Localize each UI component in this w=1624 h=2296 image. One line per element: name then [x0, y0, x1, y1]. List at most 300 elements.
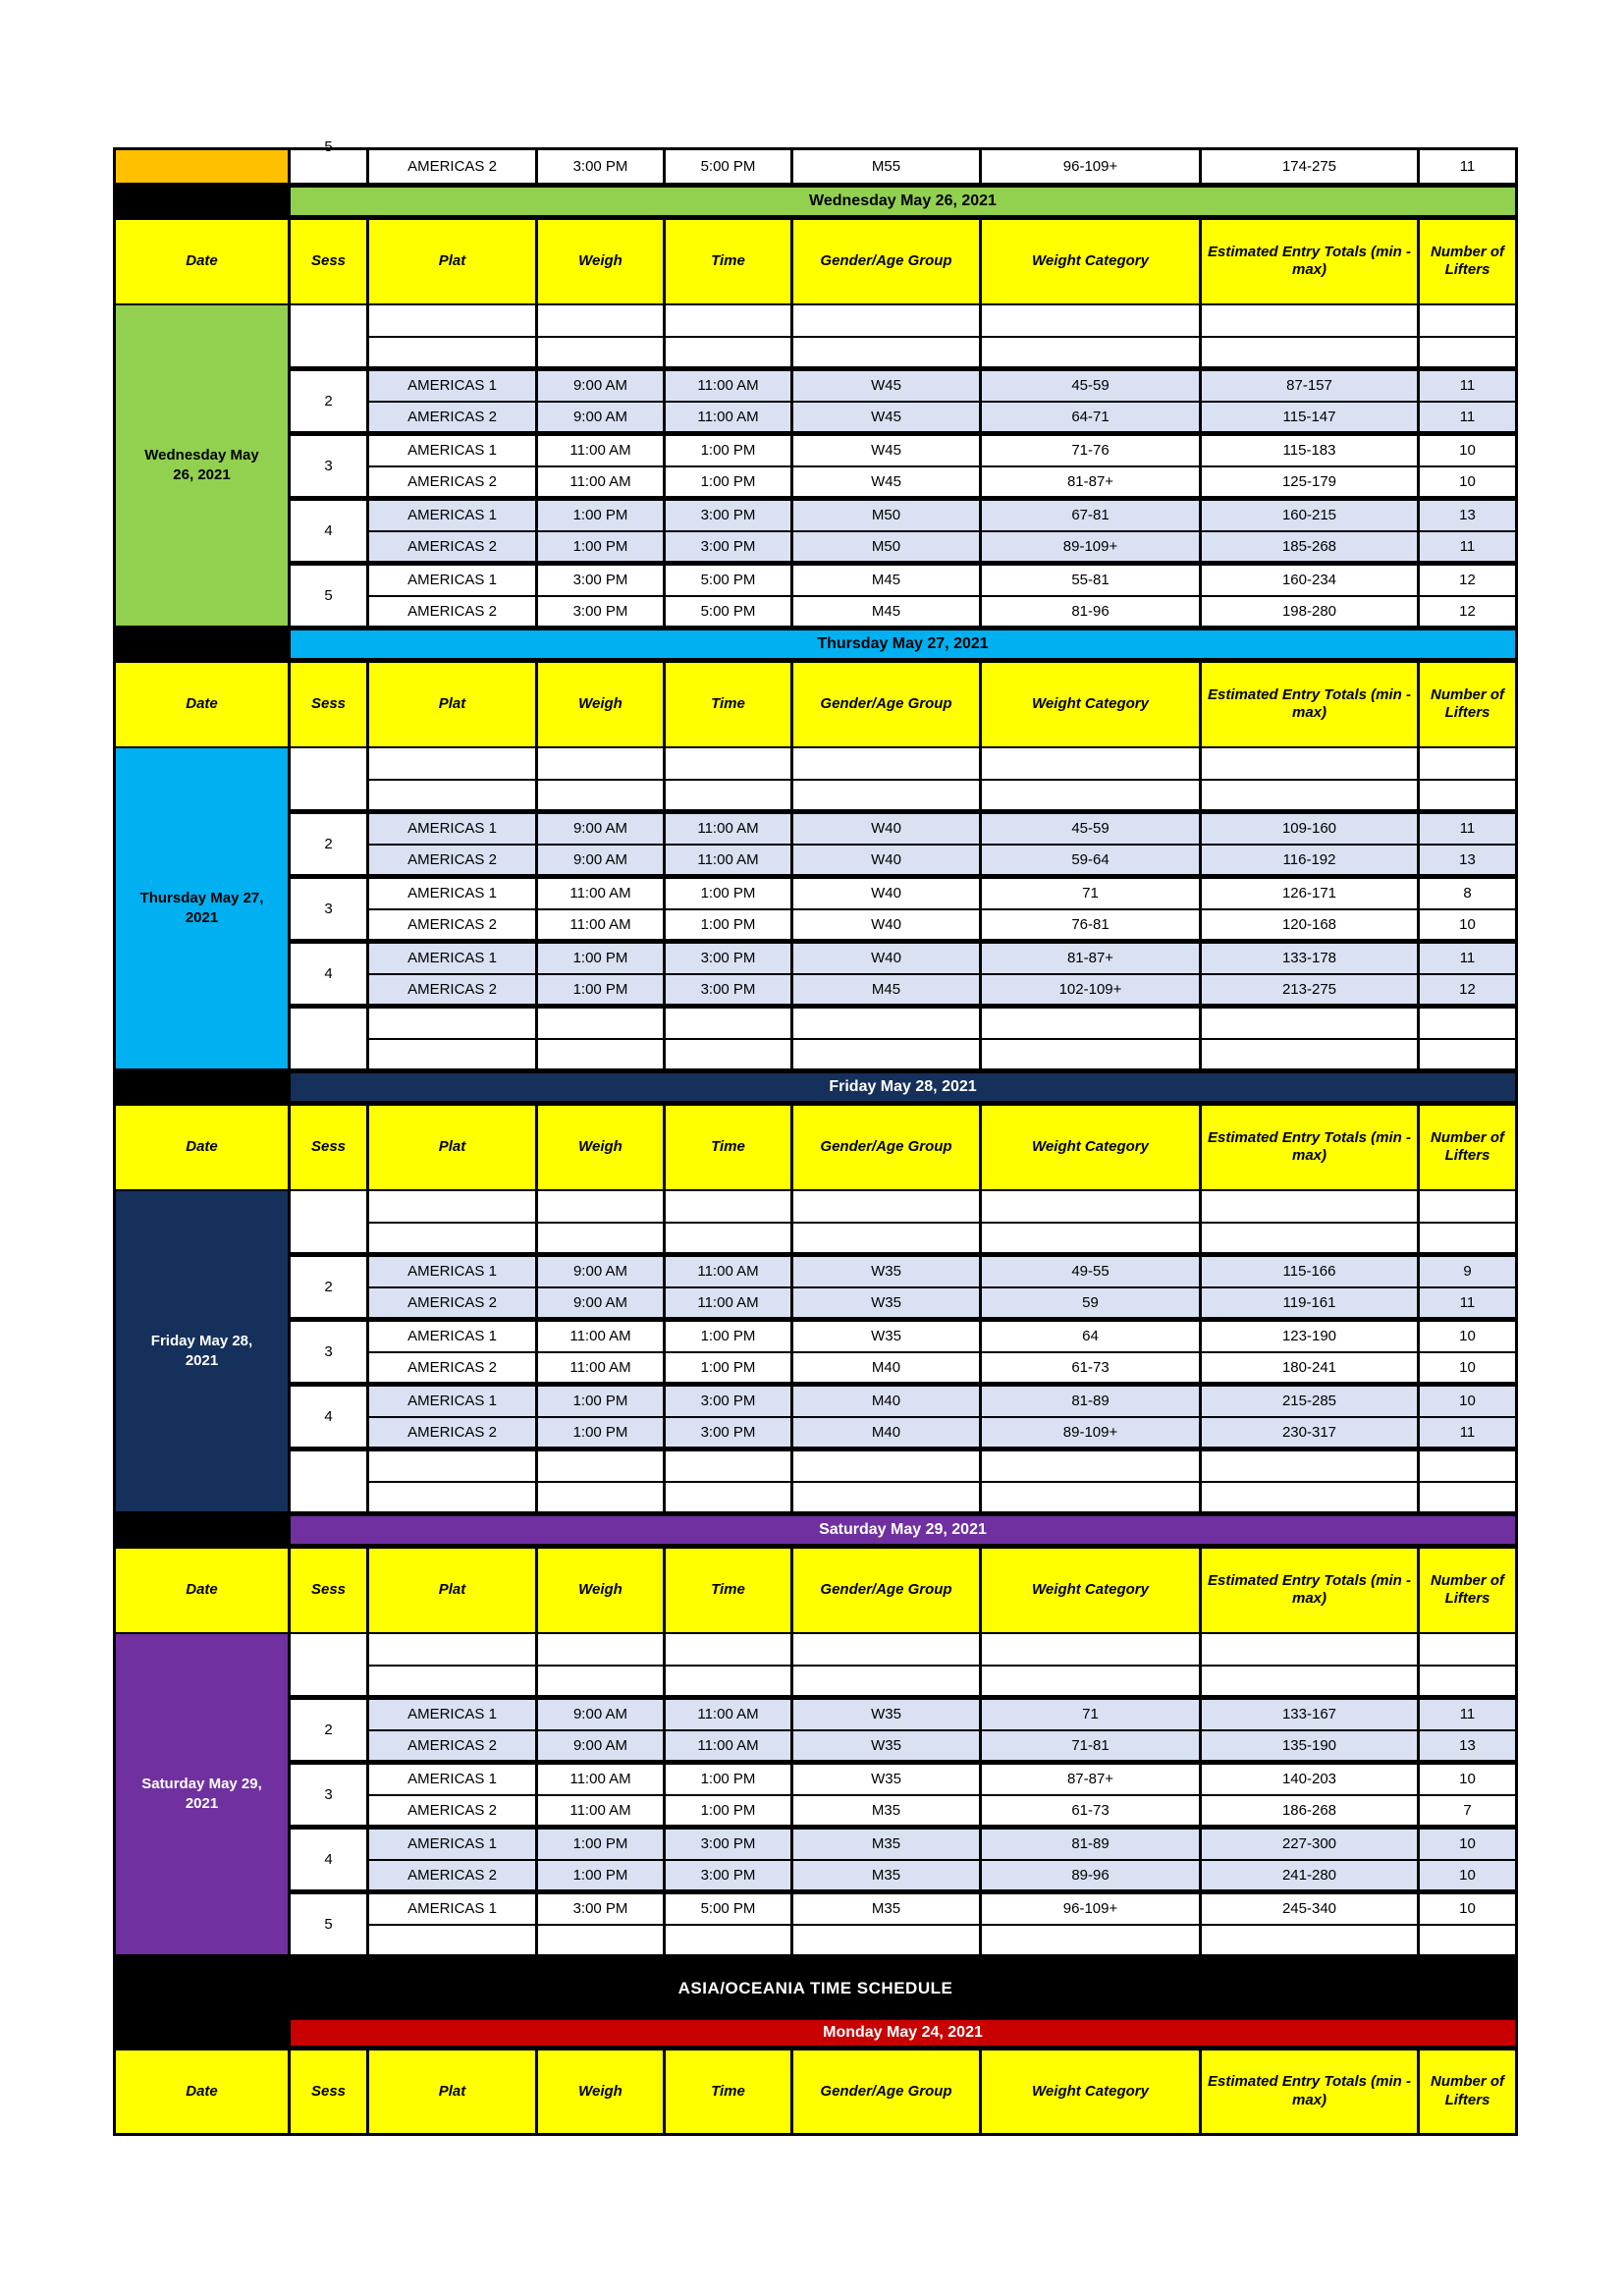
empty-cell: [537, 747, 665, 780]
empty-cell: [537, 1039, 665, 1071]
plat-cell: AMERICAS 2: [368, 974, 537, 1007]
empty-cell: [1419, 1449, 1517, 1482]
weight-category-cell: 81-96: [981, 596, 1201, 629]
weigh-cell: 1:00 PM: [537, 1860, 665, 1892]
weigh-cell: 11:00 AM: [537, 909, 665, 942]
empty-cell: [792, 1039, 981, 1071]
plat-cell: AMERICAS 2: [368, 531, 537, 564]
empty-cell: [792, 1482, 981, 1514]
empty-cell: [665, 1449, 792, 1482]
weight-category-cell: 81-89: [981, 1828, 1201, 1860]
column-header-4: Time: [665, 2049, 792, 2135]
column-header-5: Gender/Age Group: [792, 2049, 981, 2135]
table-row: [115, 1698, 1517, 1730]
column-header-8: Number of Lifters: [1419, 1104, 1517, 1190]
column-header-3: Weigh: [537, 661, 665, 747]
empty-cell: [368, 1190, 537, 1223]
date-cell: Saturday May 29, 2021: [115, 1633, 290, 1957]
empty-cell: [792, 1449, 981, 1482]
empty-cell: [1419, 1925, 1517, 1957]
column-header-4: Time: [665, 661, 792, 747]
weigh-cell: 11:00 AM: [537, 1352, 665, 1385]
sess-cell-partial: [290, 138, 368, 186]
column-header-0: Date: [115, 661, 290, 747]
empty-cell: [981, 1666, 1201, 1698]
empty-cell: [1419, 780, 1517, 812]
plat-cell: AMERICAS 1: [368, 499, 537, 531]
date-column-black-block: [115, 1071, 290, 1104]
time-cell: 3:00 PM: [665, 1385, 792, 1417]
empty-cell: [368, 1633, 537, 1666]
time-cell: 3:00 PM: [665, 499, 792, 531]
gender-age-cell: W40: [792, 845, 981, 877]
weight-category-cell: 102-109+: [981, 974, 1201, 1007]
empty-cell: [1419, 337, 1517, 369]
plat-cell: AMERICAS 1: [368, 1892, 537, 1925]
weigh-cell: 11:00 AM: [537, 466, 665, 499]
entry-totals-cell: 227-300: [1201, 1828, 1419, 1860]
empty-cell: [981, 337, 1201, 369]
empty-cell: [1419, 1223, 1517, 1255]
empty-cell: [792, 1223, 981, 1255]
empty-cell: [792, 1007, 981, 1039]
table-row: [115, 1449, 1517, 1482]
weight-category-cell: 81-87+: [981, 466, 1201, 499]
sess-cell: 4: [290, 1828, 368, 1892]
lifters-count-cell: 12: [1419, 596, 1517, 629]
empty-cell: [1419, 304, 1517, 337]
empty-cell: [1201, 1449, 1419, 1482]
lifters-count-cell: 10: [1419, 1860, 1517, 1892]
column-header-5: Gender/Age Group: [792, 1547, 981, 1633]
sess-cell-empty: [290, 1007, 368, 1071]
date-column-black-block: [115, 1514, 290, 1547]
empty-cell: [792, 1925, 981, 1957]
entry-totals-cell: 160-215: [1201, 499, 1419, 531]
weight-category-cell: 87-87+: [981, 1763, 1201, 1795]
date-cell: Thursday May 27, 2021: [115, 747, 290, 1071]
gender-age-cell: W45: [792, 434, 981, 466]
empty-cell: [537, 1482, 665, 1514]
entry-totals-cell: 215-285: [1201, 1385, 1419, 1417]
entry-totals-cell: 120-168: [1201, 909, 1419, 942]
column-header-8: Number of Lifters: [1419, 2049, 1517, 2135]
column-header-2: Plat: [368, 1104, 537, 1190]
gender-age-cell: W45: [792, 466, 981, 499]
weigh-cell: 1:00 PM: [537, 974, 665, 1007]
lifters-count-cell: 11: [1419, 942, 1517, 974]
weight-category-cell: 71: [981, 1698, 1201, 1730]
column-header-3: Weigh: [537, 2049, 665, 2135]
empty-cell: [1419, 1666, 1517, 1698]
empty-cell: [792, 1190, 981, 1223]
empty-cell: [537, 1633, 665, 1666]
empty-cell: [1201, 1482, 1419, 1514]
plat-cell: AMERICAS 2: [368, 1287, 537, 1320]
empty-cell: [665, 780, 792, 812]
weigh-cell: 9:00 AM: [537, 369, 665, 402]
plat-cell: AMERICAS 2: [368, 466, 537, 499]
gender-age-cell: M35: [792, 1828, 981, 1860]
entry-totals-cell: 185-268: [1201, 531, 1419, 564]
weight-category-cell: 81-89: [981, 1385, 1201, 1417]
table-row: [115, 1190, 1517, 1223]
plat-cell: AMERICAS 2: [368, 909, 537, 942]
time-cell: 5:00 PM: [665, 1892, 792, 1925]
entry-totals-cell: 198-280: [1201, 596, 1419, 629]
weight-category-cell: 61-73: [981, 1352, 1201, 1385]
time-cell: 11:00 AM: [665, 845, 792, 877]
empty-cell: [1201, 337, 1419, 369]
column-header-7: Estimated Entry Totals (min - max): [1201, 1547, 1419, 1633]
weight-category-cell: 61-73: [981, 1795, 1201, 1828]
weigh-cell: 1:00 PM: [537, 499, 665, 531]
time-cell: 1:00 PM: [665, 1795, 792, 1828]
plat-cell: AMERICAS 1: [368, 1320, 537, 1352]
column-header-3: Weigh: [537, 1104, 665, 1190]
time-cell: 3:00 PM: [665, 1828, 792, 1860]
time-cell: 1:00 PM: [665, 434, 792, 466]
sess-cell-empty: [290, 747, 368, 812]
schedule-table: [113, 138, 1518, 2136]
table-row: [115, 812, 1517, 845]
lifters-count-cell: 12: [1419, 564, 1517, 596]
plat-cell: AMERICAS 2: [368, 149, 537, 186]
plat-cell: AMERICAS 2: [368, 402, 537, 434]
weigh-cell: 1:00 PM: [537, 1828, 665, 1860]
time-cell: 1:00 PM: [665, 1763, 792, 1795]
sess-cell: 2: [290, 1698, 368, 1763]
column-header-4: Time: [665, 1547, 792, 1633]
sess-cell: 5: [290, 1892, 368, 1957]
time-cell: 11:00 AM: [665, 812, 792, 845]
empty-cell: [1201, 1223, 1419, 1255]
empty-cell: [537, 304, 665, 337]
weigh-cell: 11:00 AM: [537, 1763, 665, 1795]
entry-totals-cell: 186-268: [1201, 1795, 1419, 1828]
empty-cell: [537, 1007, 665, 1039]
lifters-count-cell: 8: [1419, 877, 1517, 909]
entry-totals-cell: 125-179: [1201, 466, 1419, 499]
entry-totals-cell: 87-157: [1201, 369, 1419, 402]
sess-cell-empty: [290, 1449, 368, 1514]
sess-cell: 5: [290, 564, 368, 629]
gender-age-cell: M40: [792, 1352, 981, 1385]
entry-totals-cell: 133-167: [1201, 1698, 1419, 1730]
weight-category-cell: 49-55: [981, 1255, 1201, 1287]
time-cell: 5:00 PM: [665, 596, 792, 629]
empty-cell: [1419, 1482, 1517, 1514]
column-header-3: Weigh: [537, 1547, 665, 1633]
empty-cell: [1201, 1633, 1419, 1666]
weigh-cell: 3:00 PM: [537, 596, 665, 629]
lifters-count-cell: 10: [1419, 1892, 1517, 1925]
asia-oceania-title-row: [115, 1957, 1517, 2019]
gender-age-cell: M35: [792, 1892, 981, 1925]
entry-totals-cell: 213-275: [1201, 974, 1419, 1007]
empty-cell: [537, 1666, 665, 1698]
empty-cell: [1201, 304, 1419, 337]
weigh-cell: 9:00 AM: [537, 1287, 665, 1320]
column-header-row: [115, 218, 1517, 304]
weigh-cell: 1:00 PM: [537, 942, 665, 974]
empty-cell: [537, 1190, 665, 1223]
empty-cell: [1419, 1633, 1517, 1666]
entry-totals-cell: 230-317: [1201, 1417, 1419, 1449]
weigh-cell: 9:00 AM: [537, 1730, 665, 1763]
weight-category-cell: 67-81: [981, 499, 1201, 531]
column-header-0: Date: [115, 2049, 290, 2135]
column-header-4: Time: [665, 218, 792, 304]
date-cell: Friday May 28, 2021: [115, 1190, 290, 1514]
weigh-cell: 11:00 AM: [537, 434, 665, 466]
column-header-8: Number of Lifters: [1419, 661, 1517, 747]
plat-cell: AMERICAS 1: [368, 812, 537, 845]
gender-age-cell: M50: [792, 531, 981, 564]
lifters-count-cell: 10: [1419, 1763, 1517, 1795]
empty-cell: [368, 1039, 537, 1071]
empty-cell: [665, 1190, 792, 1223]
weigh-cell: 9:00 AM: [537, 402, 665, 434]
column-header-4: Time: [665, 1104, 792, 1190]
entry-totals-cell: 126-171: [1201, 877, 1419, 909]
gender-age-cell: W35: [792, 1730, 981, 1763]
empty-cell: [1419, 1039, 1517, 1071]
empty-cell: [981, 1449, 1201, 1482]
weight-category-cell: 89-96: [981, 1860, 1201, 1892]
lifters-count-cell: 11: [1419, 531, 1517, 564]
entry-totals-cell: 133-178: [1201, 942, 1419, 974]
time-cell: 3:00 PM: [665, 942, 792, 974]
date-cell-partial: [115, 149, 290, 186]
gender-age-cell: M50: [792, 499, 981, 531]
weigh-cell: 1:00 PM: [537, 1385, 665, 1417]
empty-cell: [1419, 1007, 1517, 1039]
empty-cell: [368, 1482, 537, 1514]
column-header-8: Number of Lifters: [1419, 218, 1517, 304]
weight-category-cell: 71-81: [981, 1730, 1201, 1763]
gender-age-cell: M40: [792, 1385, 981, 1417]
gender-age-cell: W45: [792, 402, 981, 434]
entry-totals-cell: 140-203: [1201, 1763, 1419, 1795]
entry-totals-cell: 116-192: [1201, 845, 1419, 877]
gender-age-cell: W35: [792, 1320, 981, 1352]
sess-cell: 3: [290, 434, 368, 499]
plat-cell: AMERICAS 1: [368, 1763, 537, 1795]
lifters-count-cell: 11: [1419, 369, 1517, 402]
gender-age-cell: W35: [792, 1255, 981, 1287]
weigh-cell: 11:00 AM: [537, 1320, 665, 1352]
plat-cell: AMERICAS 2: [368, 1352, 537, 1385]
weight-category-cell: 59-64: [981, 845, 1201, 877]
empty-cell: [981, 780, 1201, 812]
column-header-3: Weigh: [537, 218, 665, 304]
gender-age-cell: W35: [792, 1763, 981, 1795]
gender-age-cell: W35: [792, 1698, 981, 1730]
lifters-count-cell: 10: [1419, 1352, 1517, 1385]
empty-cell: [981, 1925, 1201, 1957]
lifters-count-cell: 10: [1419, 466, 1517, 499]
gender-age-cell: W40: [792, 942, 981, 974]
empty-cell: [792, 337, 981, 369]
time-cell: 11:00 AM: [665, 1730, 792, 1763]
empty-cell: [1201, 1666, 1419, 1698]
table-row: [115, 1255, 1517, 1287]
entry-totals-cell: 109-160: [1201, 812, 1419, 845]
lifters-count-cell: 11: [1419, 1287, 1517, 1320]
column-header-1: Sess: [290, 1547, 368, 1633]
weigh-cell: 9:00 AM: [537, 1255, 665, 1287]
time-cell: 3:00 PM: [665, 1860, 792, 1892]
weigh-cell: 9:00 AM: [537, 812, 665, 845]
sess-cell: 2: [290, 369, 368, 434]
lifters-count-cell: 11: [1419, 1417, 1517, 1449]
monday-banner: Monday May 24, 2021: [290, 2019, 1517, 2049]
column-header-5: Gender/Age Group: [792, 218, 981, 304]
schedule-sheet: [113, 138, 1518, 2136]
empty-cell: [368, 337, 537, 369]
weigh-cell: 1:00 PM: [537, 531, 665, 564]
time-cell: 5:00 PM: [665, 564, 792, 596]
empty-cell: [981, 1633, 1201, 1666]
sess-cell: 4: [290, 499, 368, 564]
table-row: [115, 877, 1517, 909]
weight-category-cell: 64: [981, 1320, 1201, 1352]
table-row: [115, 1828, 1517, 1860]
empty-cell: [368, 1449, 537, 1482]
column-header-6: Weight Category: [981, 2049, 1201, 2135]
gender-age-cell: M45: [792, 974, 981, 1007]
weight-category-cell: 59: [981, 1287, 1201, 1320]
empty-cell: [1419, 747, 1517, 780]
column-header-row: [115, 1104, 1517, 1190]
plat-cell: AMERICAS 1: [368, 1385, 537, 1417]
table-row: [115, 1320, 1517, 1352]
entry-totals-cell: 160-234: [1201, 564, 1419, 596]
date-column-black-block: [115, 2019, 290, 2049]
lifters-count-cell: 11: [1419, 149, 1517, 186]
entry-totals-cell: 119-161: [1201, 1287, 1419, 1320]
plat-cell: AMERICAS 1: [368, 434, 537, 466]
entry-totals-cell: 115-147: [1201, 402, 1419, 434]
time-cell: 11:00 AM: [665, 402, 792, 434]
day-banner: Saturday May 29, 2021: [290, 1514, 1517, 1547]
weight-category-cell: 89-109+: [981, 531, 1201, 564]
gender-age-cell: M35: [792, 1860, 981, 1892]
lifters-count-cell: 10: [1419, 1828, 1517, 1860]
column-header-7: Estimated Entry Totals (min - max): [1201, 218, 1419, 304]
weight-category-cell: 45-59: [981, 812, 1201, 845]
plat-cell: AMERICAS 1: [368, 1698, 537, 1730]
plat-cell: AMERICAS 2: [368, 1417, 537, 1449]
asia-oceania-title: ASIA/OCEANIA TIME SCHEDULE: [115, 1957, 1517, 2019]
weight-category-cell: 71-76: [981, 434, 1201, 466]
time-cell: 11:00 AM: [665, 1698, 792, 1730]
date-cell: Wednesday May 26, 2021: [115, 304, 290, 629]
column-header-7: Estimated Entry Totals (min - max): [1201, 2049, 1419, 2135]
column-header-6: Weight Category: [981, 1547, 1201, 1633]
table-row: [115, 304, 1517, 337]
column-header-2: Plat: [368, 1547, 537, 1633]
column-header-2: Plat: [368, 2049, 537, 2135]
time-cell: 3:00 PM: [665, 1417, 792, 1449]
column-header-0: Date: [115, 218, 290, 304]
column-header-6: Weight Category: [981, 661, 1201, 747]
empty-cell: [1201, 1039, 1419, 1071]
weight-category-cell: 89-109+: [981, 1417, 1201, 1449]
weigh-cell: 3:00 PM: [537, 149, 665, 186]
empty-cell: [537, 337, 665, 369]
sess-cell: 3: [290, 1320, 368, 1385]
empty-cell: [665, 1007, 792, 1039]
lifters-count-cell: 13: [1419, 1730, 1517, 1763]
gender-age-cell: W40: [792, 877, 981, 909]
empty-cell: [368, 304, 537, 337]
date-column-black-block: [115, 186, 290, 218]
column-header-5: Gender/Age Group: [792, 1104, 981, 1190]
column-header-2: Plat: [368, 218, 537, 304]
plat-cell: AMERICAS 1: [368, 942, 537, 974]
plat-cell: AMERICAS 1: [368, 1828, 537, 1860]
column-header-8: Number of Lifters: [1419, 1547, 1517, 1633]
column-header-6: Weight Category: [981, 218, 1201, 304]
column-header-1: Sess: [290, 661, 368, 747]
plat-cell: AMERICAS 2: [368, 596, 537, 629]
entry-totals-cell: 115-183: [1201, 434, 1419, 466]
gender-age-cell: M45: [792, 564, 981, 596]
empty-cell: [792, 747, 981, 780]
plat-cell: AMERICAS 2: [368, 845, 537, 877]
column-header-6: Weight Category: [981, 1104, 1201, 1190]
time-cell: 11:00 AM: [665, 1287, 792, 1320]
empty-cell: [792, 1633, 981, 1666]
empty-cell: [1201, 780, 1419, 812]
weigh-cell: 11:00 AM: [537, 877, 665, 909]
lifters-count-cell: 11: [1419, 1698, 1517, 1730]
time-cell: 3:00 PM: [665, 974, 792, 1007]
empty-cell: [792, 780, 981, 812]
column-header-7: Estimated Entry Totals (min - max): [1201, 1104, 1419, 1190]
column-header-1: Sess: [290, 1104, 368, 1190]
sess-cell-empty: [290, 304, 368, 369]
empty-cell: [368, 1925, 537, 1957]
table-row: [115, 1633, 1517, 1666]
empty-cell: [792, 1666, 981, 1698]
empty-cell: [981, 1039, 1201, 1071]
empty-cell: [792, 304, 981, 337]
empty-cell: [537, 1223, 665, 1255]
plat-cell: AMERICAS 2: [368, 1730, 537, 1763]
day-banner-row: [115, 186, 1517, 218]
empty-cell: [665, 1925, 792, 1957]
empty-cell: [1201, 1190, 1419, 1223]
gender-age-cell: M55: [792, 149, 981, 186]
sess-cell-empty: [290, 1190, 368, 1255]
weight-category-cell: 64-71: [981, 402, 1201, 434]
empty-cell: [1419, 1190, 1517, 1223]
lifters-count-cell: 9: [1419, 1255, 1517, 1287]
lifters-count-cell: 13: [1419, 499, 1517, 531]
lifters-count-cell: 13: [1419, 845, 1517, 877]
empty-cell: [368, 780, 537, 812]
table-row: [115, 499, 1517, 531]
weight-category-cell: 76-81: [981, 909, 1201, 942]
table-row: [115, 1007, 1517, 1039]
time-cell: 11:00 AM: [665, 369, 792, 402]
empty-cell: [368, 1666, 537, 1698]
entry-totals-cell: 174-275: [1201, 149, 1419, 186]
column-header-1: Sess: [290, 2049, 368, 2135]
